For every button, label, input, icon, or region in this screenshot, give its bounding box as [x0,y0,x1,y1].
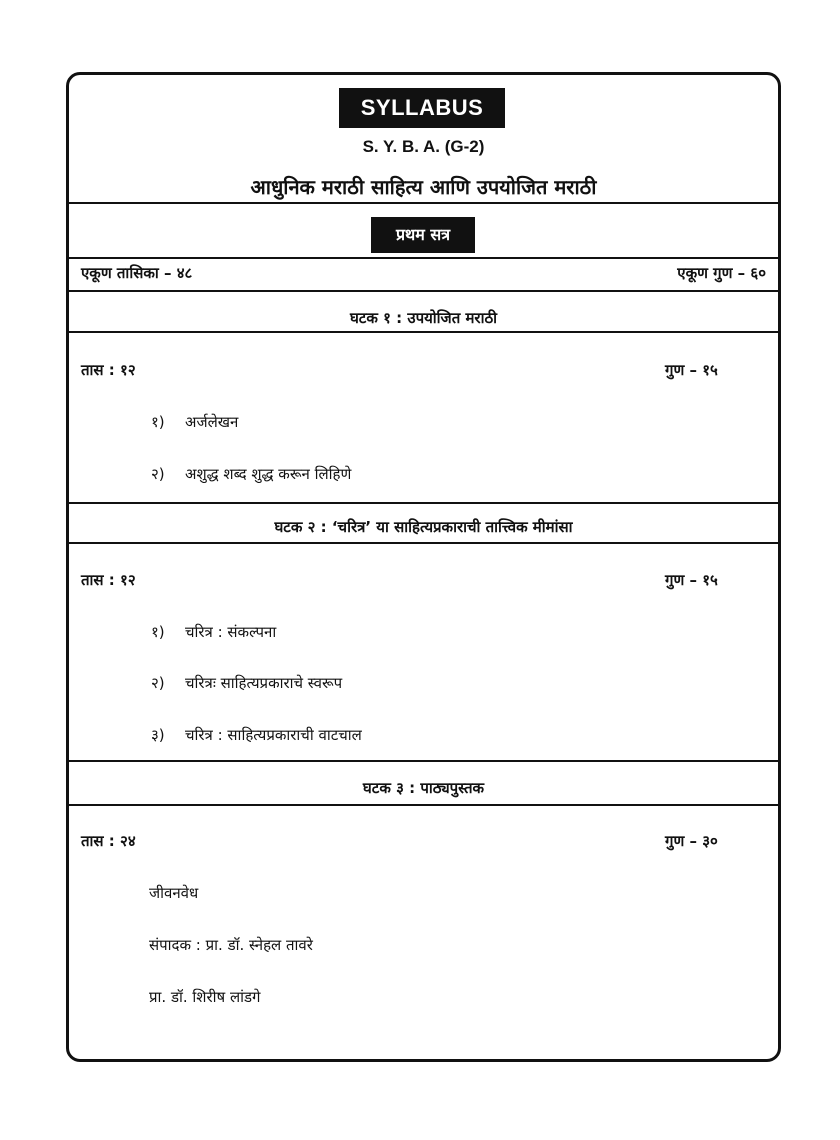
course-name: S. Y. B. A. (G-2) [362,137,485,156]
syllabus-title: SYLLABUS [339,88,505,128]
list-item: २) अशुद्ध शब्द शुद्ध करून लिहिणे [151,465,352,483]
total-lectures: एकूण तासिका – ४८ [81,264,193,282]
divider [69,290,778,292]
unit-2-marks: गुण – १५ [665,571,718,589]
list-item: १) चरित्र : संकल्पना [151,623,277,641]
unit-3-title: घटक ३ : पाठ्यपुस्तक [362,779,485,797]
unit-2-hours: तास : १२ [81,571,136,589]
divider [69,804,778,806]
unit-2-title: घटक २ : ‘चरित्र’ या साहित्यप्रकाराची तात्त्विक मीमांसा [274,518,573,536]
unit-3-marks: गुण – ३० [665,832,718,850]
semester-label: प्रथम सत्र [371,217,475,253]
list-item: १) अर्जलेखन [151,413,239,431]
divider [69,331,778,333]
textbook-editor: संपादक : प्रा. डॉ. स्नेहल तावरे [149,936,313,954]
textbook-coeditor: प्रा. डॉ. शिरीष लांडगे [149,988,261,1006]
unit-1-title: घटक १ : उपयोजित मराठी [349,309,498,327]
list-item: २) चरित्रः साहित्यप्रकाराचे स्वरूप [151,674,343,692]
list-item: ३) चरित्र : साहित्यप्रकाराची वाटचाल [151,726,362,744]
divider [69,257,778,259]
unit-3-hours: तास : २४ [81,832,136,850]
syllabus-page [66,72,781,1062]
textbook-title: जीवनवेध [149,884,199,902]
unit-1-marks: गुण – १५ [665,361,718,379]
unit-1-hours: तास : १२ [81,361,136,379]
divider [69,760,778,762]
total-marks: एकूण गुण – ६० [677,264,766,282]
divider [69,202,778,204]
divider [69,502,778,504]
subject-title: आधुनिक मराठी साहित्य आणि उपयोजित मराठी [250,175,597,199]
divider [69,542,778,544]
